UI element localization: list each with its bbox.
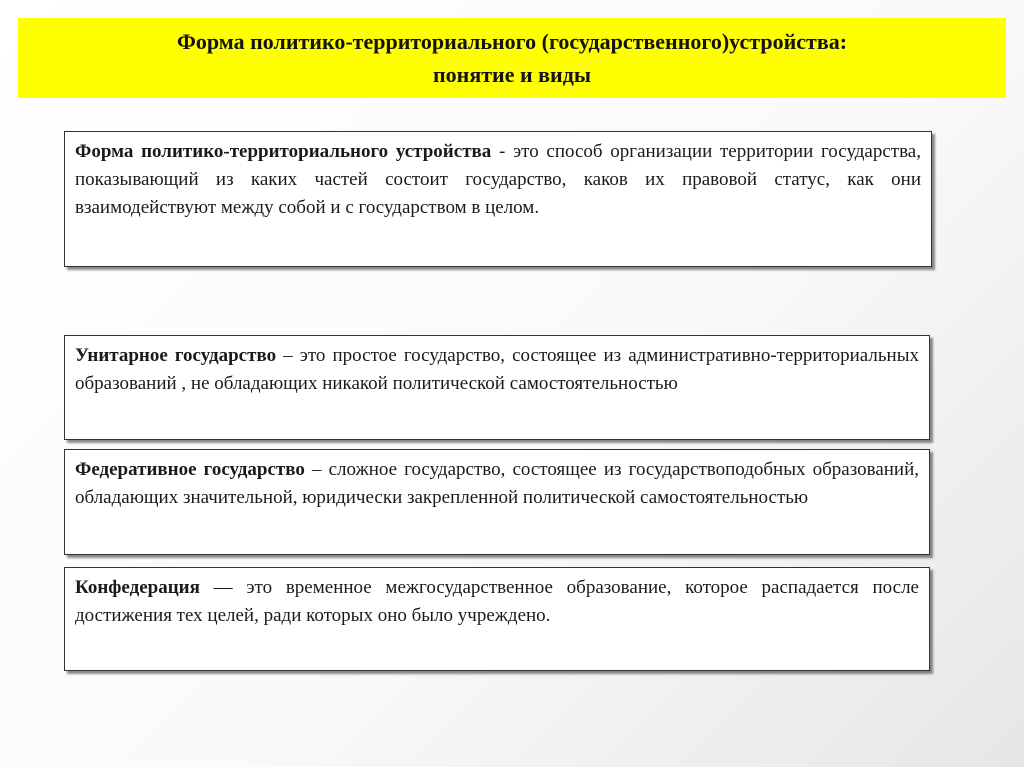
slide-title: Форма политико-территориального (государственного)устройства: понятие и виды xyxy=(176,29,848,87)
title-banner xyxy=(18,18,1006,98)
unitary-state-term: Унитарное государство xyxy=(75,345,277,366)
confederation-text: — это временное межгосударственное образование, которое распадается после достижения тех целей, ради которых оно было учреждено. xyxy=(75,577,919,626)
unitary-state-box xyxy=(64,335,930,440)
definition-term: Форма политико-территориального устройства xyxy=(75,141,492,162)
definition-box xyxy=(64,131,932,267)
federal-state-term: Федеративное государство xyxy=(75,459,305,480)
confederation-box xyxy=(64,567,930,671)
federal-state-text: – сложное государство, состоящее из государствоподобных образований, обладающих значительной, юридически закрепленной политической самостоятельностью xyxy=(75,459,920,508)
confederation-term: Конфедерация xyxy=(75,577,200,598)
definition-text: - это способ организации территории государства, показывающий из каких частей состоит государство, каков их правовой статус, как они взаимодействуют между собой и с государством в целом. xyxy=(75,141,921,218)
federal-state-box xyxy=(64,449,930,555)
unitary-state-text: – это простое государство, состоящее из административно-территориальных образований , не обладающих никакой политической самостоятельностью xyxy=(75,345,919,394)
